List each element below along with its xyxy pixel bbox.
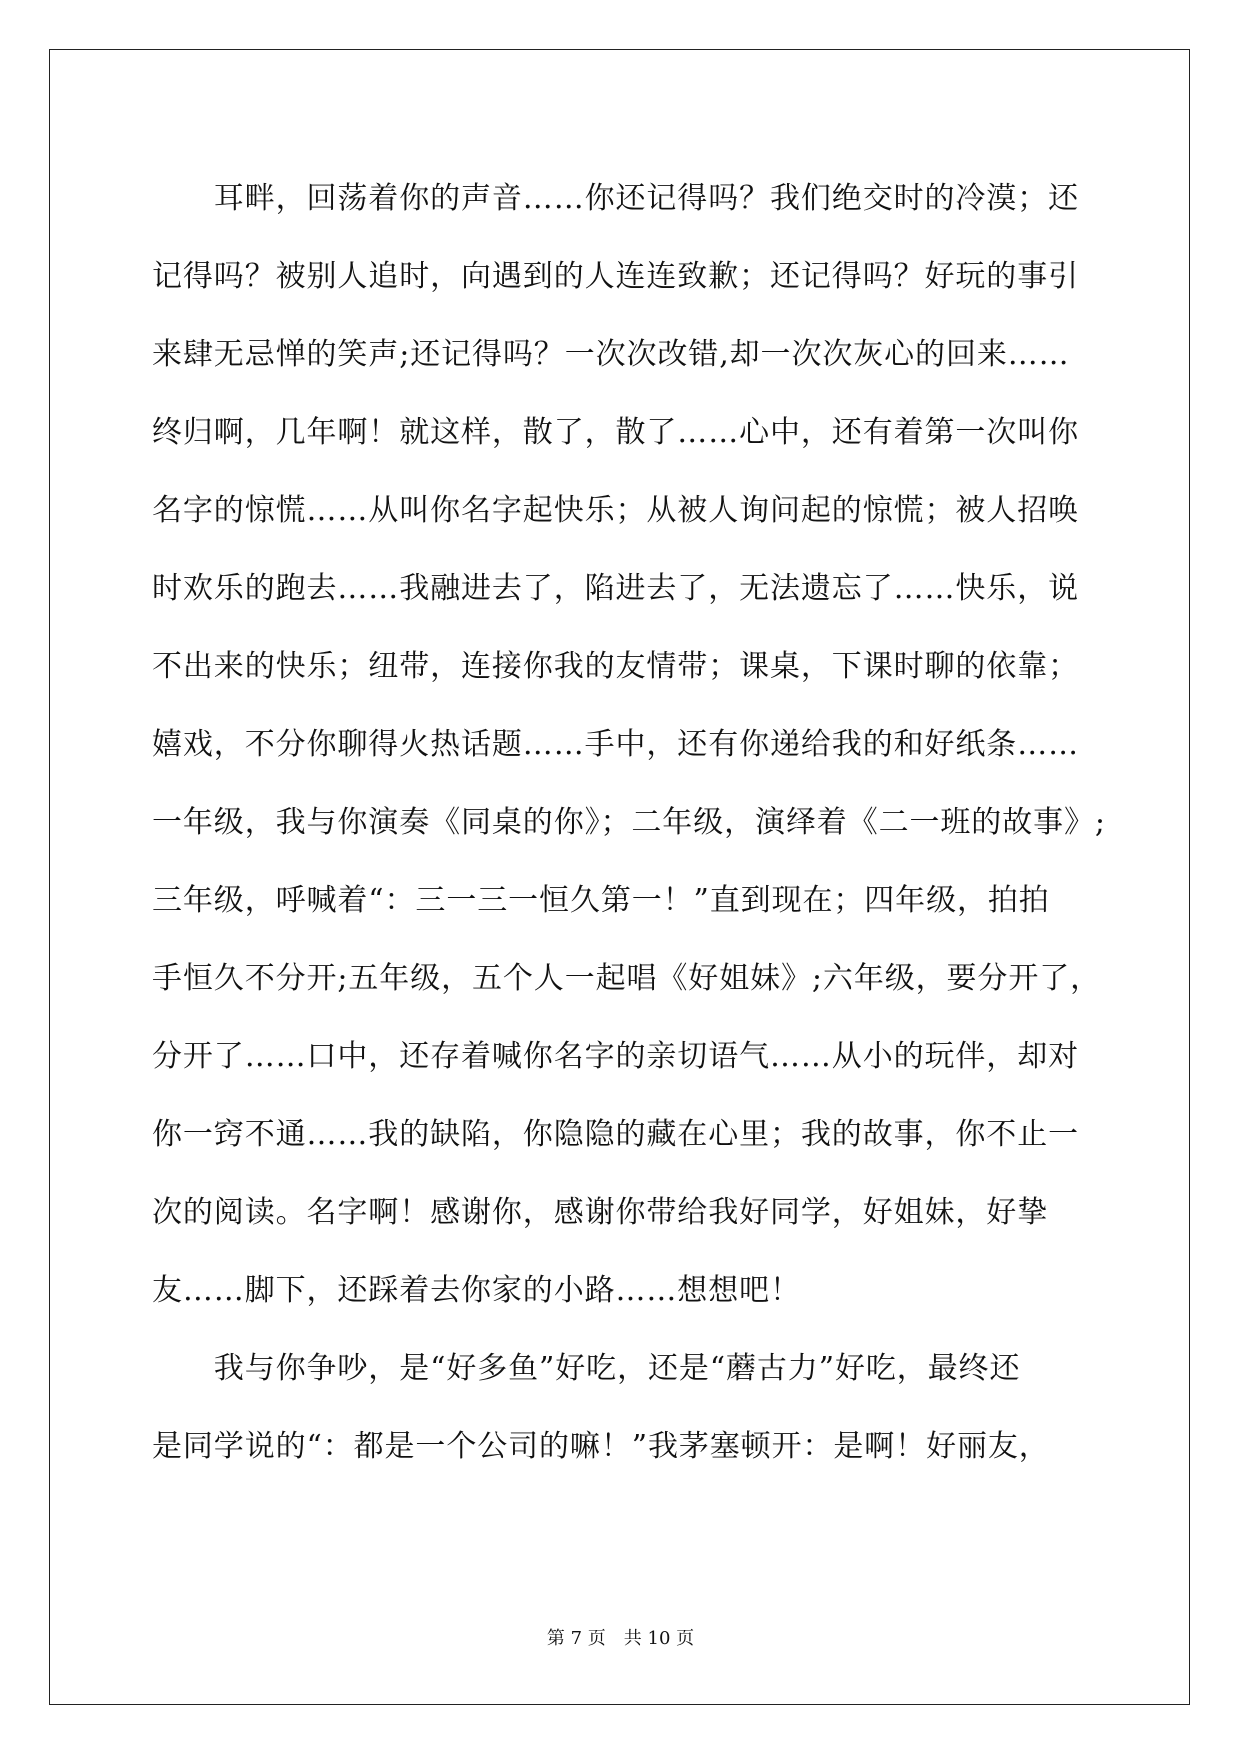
text-line: 友……脚下，还踩着去你家的小路……想想吧！ [152, 1273, 801, 1308]
text-line: 三年级，呼喊着“：三一三一恒久第一！”直到现在；四年级，拍拍 [152, 883, 1050, 918]
text-line: 次的阅读。名字啊！感谢你，感谢你带给我好同学，好姐妹，好挚 [152, 1195, 1049, 1230]
text-line: 你一窍不通……我的缺陷，你隐隐的藏在心里；我的故事，你不止一 [152, 1117, 1079, 1152]
text-line: 嬉戏，不分你聊得火热话题……手中，还有你递给我的和好纸条…… [152, 727, 1079, 762]
document-body [152, 160, 1106, 1486]
text-line: 耳畔，回荡着你的声音……你还记得吗？我们绝交时的冷漠；还 [152, 181, 1079, 216]
text-line: 名字的惊慌……从叫你名字起快乐；从被人询问起的惊慌；被人招唤 [152, 493, 1079, 528]
text-line: 记得吗？被别人追时，向遇到的人连连致歉；还记得吗？好玩的事引 [152, 259, 1079, 294]
text-line: 是同学说的“：都是一个公司的嘛！”我茅塞顿开：是啊！好丽友， [152, 1429, 1050, 1464]
page-number-footer: 第 7 页 共 10 页 [546, 1628, 695, 1649]
text-line: 我与你争吵，是“好多鱼”好吃，还是“蘑古力”好吃，最终还 [152, 1351, 1021, 1386]
paragraph-2 [152, 1330, 1092, 1486]
text-line: 一年级，我与你演奏《同桌的你》；二年级，演绎着《二一班的故事》; [152, 805, 1106, 840]
text-line: 不出来的快乐；纽带，连接你我的友情带；课桌，下课时聊的依靠； [152, 649, 1079, 684]
text-line: 终归啊，几年啊！就这样，散了，散了……心中，还有着第一次叫你 [152, 415, 1079, 450]
text-line: 来肆无忌惮的笑声;还记得吗？一次次改错,却一次次灰心的回来…… [152, 337, 1070, 372]
paragraph-1 [152, 160, 1106, 1330]
text-line: 分开了……口中，还存着喊你名字的亲切语气……从小的玩伴，却对 [152, 1039, 1079, 1074]
text-line: 手恒久不分开;五年级，五个人一起唱《好姐妹》;六年级，要分开了， [152, 961, 1102, 996]
text-line: 时欢乐的跑去……我融进去了，陷进去了，无法遗忘了……快乐，说 [152, 571, 1079, 606]
